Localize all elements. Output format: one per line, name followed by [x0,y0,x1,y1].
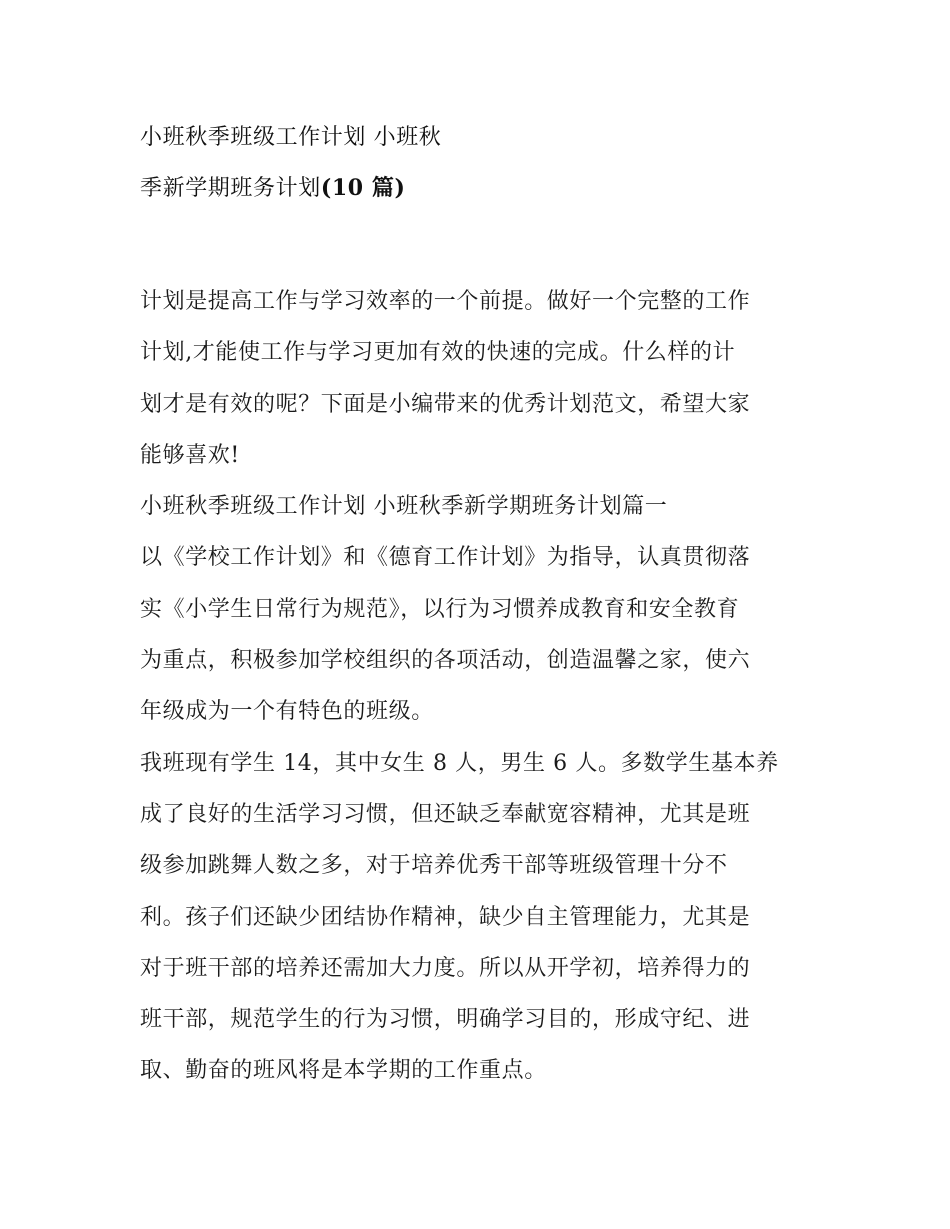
paragraph-1-line-3: 为重点，积极参加学校组织的各项活动，创造温馨之家，使六 [140,648,751,674]
intro-line-2: 计划,才能使工作与学习更加有效的快速的完成。什么样的计 [140,340,736,366]
paragraph-2-line-4: 利。孩子们还缺少团结协作精神，缺少自主管理能力，尤其是 [140,904,751,930]
intro-line-3: 划才是有效的呢？下面是小编带来的优秀计划范文，希望大家 [140,391,751,417]
paragraph-2-line-5: 对于班干部的培养还需加大力度。所以从开学初，培养得力的 [140,955,751,981]
intro-line-1: 计划是提高工作与学习效率的一个前提。做好一个完整的工作 [140,289,751,314]
title-line-1: 小班秋季班级工作计划 小班秋 [140,125,442,150]
title-line-2-text: 季新学期班务计划 [140,176,321,202]
intro-line-4: 能够喜欢! [140,442,240,468]
paragraph-1-line-1: 以《学校工作计划》和《德育工作计划》为指导，认真贯彻落 [140,545,751,571]
paragraph-1-line-4: 年级成为一个有特色的班级。 [140,699,434,725]
paragraph-2-line-7: 取、勤奋的班风将是本学期的工作重点。 [140,1058,547,1084]
paragraph-2-line-6: 班干部，规范学生的行为习惯，明确学习目的，形成守纪、进 [140,1007,751,1033]
document-body [140,276,820,1097]
paragraph-2-line-1: 我班现有学生 14，其中女生 8 人，男生 6 人。多数学生基本养 [140,750,779,776]
title-count: (10 篇) [320,175,406,202]
paragraph-1-line-2: 实《小学生日常行为规范》，以行为习惯养成教育和安全教育 [140,596,740,622]
paragraph-2-line-3: 级参加跳舞人数之多，对于培养优秀干部等班级管理十分不 [140,853,728,879]
section-heading: 小班秋季班级工作计划 小班秋季新学期班务计划篇一 [140,494,668,520]
document-title [140,112,820,215]
title-line-2 [140,163,820,214]
paragraph-2-line-2: 成了良好的生活学习习惯，但还缺乏奉献宽容精神，尤其是班 [140,801,751,827]
